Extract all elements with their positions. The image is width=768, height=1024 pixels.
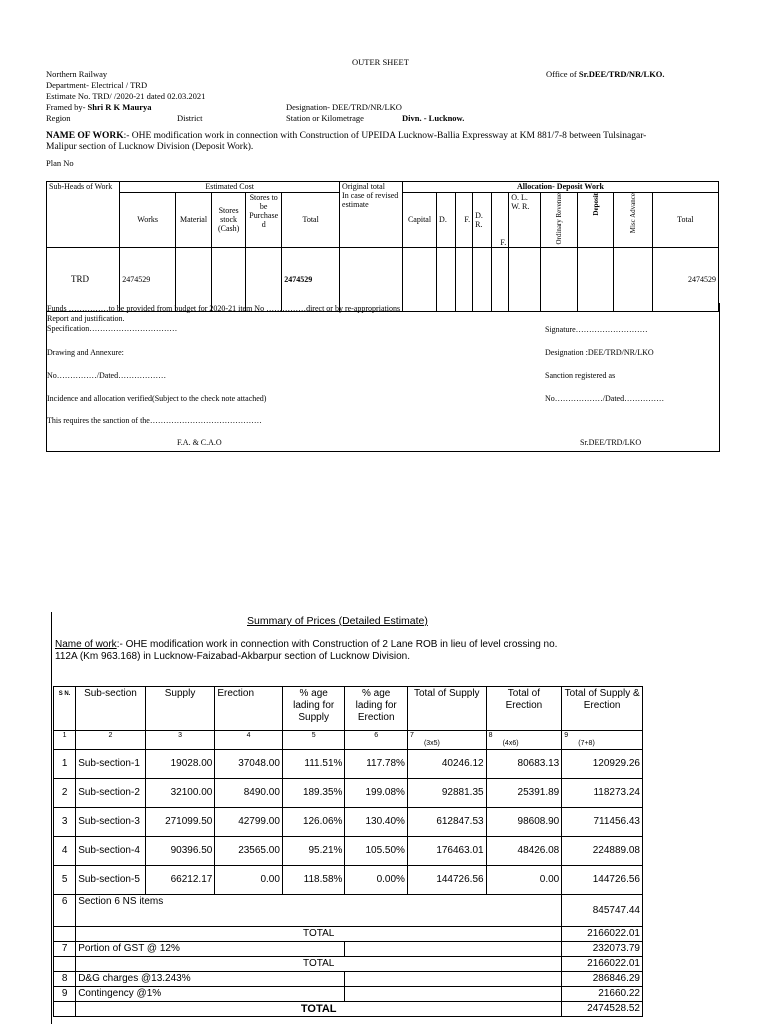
- summary-cell-pe: 130.40%: [345, 808, 408, 837]
- division: Divn. - Lucknow.: [402, 113, 465, 123]
- designation-footer: Designation :DEE/TRD/NR/LKO: [545, 348, 654, 357]
- summary-cell-tt: 120929.26: [562, 750, 643, 779]
- subheads-header: Sub-Heads of Work: [47, 182, 120, 248]
- requires-sanction: This requires the sanction of the……………………………………: [47, 416, 262, 425]
- summary-colnum-cell: [76, 731, 146, 750]
- summary-name-of-work-line2: 112A (Km 963.168) in Lucknow-Faizabad-Akbarpur section of Lucknow Division.: [55, 651, 410, 662]
- org-name: Northern Railway: [46, 69, 108, 79]
- gst-value: 232073.79: [562, 942, 643, 957]
- table-row: [54, 750, 643, 779]
- f-header: F.: [455, 193, 473, 248]
- summary-cell-name: Sub-section-5: [76, 866, 146, 895]
- row-deposit: [578, 247, 614, 311]
- summary-colsub: (3x5): [423, 740, 440, 747]
- total1-value: 2166022.01: [562, 927, 643, 942]
- summary-cell-sn: 1: [54, 750, 76, 779]
- summary-cell-erection: 8490.00: [215, 779, 283, 808]
- dr-header: D. R.: [473, 193, 492, 248]
- row-stores-stock: [212, 247, 246, 311]
- summary-header-cell: Total of Supply & Erection: [562, 687, 643, 731]
- summary-cell-sn: 4: [54, 837, 76, 866]
- summary-colnum-cell: [345, 731, 408, 750]
- summary-cell-ps: 126.06%: [282, 808, 345, 837]
- name-of-work-line2: Malipur section of Lucknow Division (Deposit Work).: [46, 142, 254, 152]
- deposit-header: [578, 193, 614, 248]
- row-f: [455, 247, 473, 311]
- summary-colsub: (7+8): [578, 740, 595, 747]
- grand-total-label: TOTAL: [76, 1002, 562, 1017]
- summary-cell-erection: 37048.00: [215, 750, 283, 779]
- table-row: [54, 866, 643, 895]
- total2-label: TOTAL: [76, 957, 562, 972]
- office-prefix: Office of: [546, 69, 577, 79]
- row-alloc-total-value: 2474529: [652, 247, 718, 311]
- table-row: [54, 808, 643, 837]
- summary-cell-tt: 144726.56: [562, 866, 643, 895]
- total2-empty: [54, 957, 76, 972]
- summary-header-cell: Total of Supply: [407, 687, 486, 731]
- contingency-label: Contingency @1%: [76, 987, 345, 1002]
- olwr-header: O. L. W. R.: [509, 193, 541, 248]
- summary-cell-supply: 90396.50: [145, 837, 215, 866]
- summary-colnum-cell: [407, 731, 486, 750]
- d-header: D.: [437, 193, 456, 248]
- row-stores-purchase: [246, 247, 282, 311]
- summary-header-cell: Supply: [145, 687, 215, 731]
- contingency-empty: [345, 987, 562, 1002]
- row-dr: [473, 247, 492, 311]
- summary-cell-te: 80683.13: [486, 750, 562, 779]
- allocation-header: Allocation- Deposit Work: [403, 182, 719, 193]
- summary-colnum: 7: [409, 732, 414, 739]
- sanction-registered: Sanction registered as: [545, 371, 616, 380]
- dg-empty: [345, 972, 562, 987]
- summary-cell-ts: 40246.12: [407, 750, 486, 779]
- summary-cell-tt: 224889.08: [562, 837, 643, 866]
- summary-colnum: 1: [62, 732, 67, 739]
- row-capital: [403, 247, 437, 311]
- summary-cell-ps: 189.35%: [282, 779, 345, 808]
- plan-no: Plan No: [46, 158, 74, 168]
- no-dated-line-2: No………………/Dated……………: [545, 394, 665, 403]
- summary-header-cell: Erection: [215, 687, 283, 731]
- estimate-no: Estimate No. TRD/ /2020-21 dated 02.03.2021: [46, 91, 206, 101]
- gst-sn: 7: [54, 942, 76, 957]
- region: Region: [46, 113, 71, 123]
- summary-cell-ps: 118.58%: [282, 866, 345, 895]
- summary-colnum: 2: [108, 732, 113, 739]
- summary-colnum-cell: [486, 731, 562, 750]
- summary-cell-tt: 118273.24: [562, 779, 643, 808]
- district: District: [177, 113, 203, 123]
- fa-cao: F.A. & C.A.O: [177, 438, 222, 447]
- summary-cell-tt: 711456.43: [562, 808, 643, 837]
- contingency-sn: 9: [54, 987, 76, 1002]
- summary-header-cell: S N.: [54, 687, 76, 731]
- contingency-value: 21660.22: [562, 987, 643, 1002]
- row-original: [340, 247, 403, 311]
- summary-header-cell: Sub-section: [76, 687, 146, 731]
- framed-by: [46, 102, 152, 112]
- summary-cell-te: 25391.89: [486, 779, 562, 808]
- dg-sn: 8: [54, 972, 76, 987]
- summary-colnum-cell: [562, 731, 643, 750]
- row-misc: [614, 247, 652, 311]
- spec-line: Specification……………………………: [47, 324, 178, 333]
- summary-colnum: 6: [374, 732, 379, 739]
- summary-cell-te: 48426.08: [486, 837, 562, 866]
- summary-header-cell: Total of Erection: [486, 687, 562, 731]
- summary-colnum-cell: [145, 731, 215, 750]
- summary-cell-pe: 117.78%: [345, 750, 408, 779]
- summary-cell-sn: 3: [54, 808, 76, 837]
- row-material: [175, 247, 211, 311]
- summary-cell-ts: 176463.01: [407, 837, 486, 866]
- row-d: [437, 247, 456, 311]
- summary-cell-ps: 95.21%: [282, 837, 345, 866]
- summary-header-cell: % age lading for Erection: [345, 687, 408, 731]
- summary-table: [53, 686, 643, 1017]
- summary-left-rule: [51, 612, 52, 1024]
- capital-header: Capital: [403, 193, 437, 248]
- total1-label: TOTAL: [76, 927, 562, 942]
- table-row: [54, 837, 643, 866]
- station: Station or Kilometrage: [286, 113, 364, 123]
- original-total-label: Original total: [342, 182, 385, 191]
- stores-purchase-header: Stores to be Purchase d: [246, 193, 282, 248]
- summary-cell-name: Sub-section-1: [76, 750, 146, 779]
- summary-colnum: 4: [246, 732, 251, 739]
- row-olwr: [509, 247, 541, 311]
- estimated-cost-header: Estimated Cost: [120, 182, 340, 193]
- no-dated-line: No……………/Dated………………: [47, 371, 167, 380]
- report-line: Report and justification.: [47, 314, 125, 323]
- summary-cell-supply: 19028.00: [145, 750, 215, 779]
- summary-header-cell: % age lading for Supply: [282, 687, 345, 731]
- row6-value: 845747.44: [562, 895, 643, 927]
- summary-cell-te: 0.00: [486, 866, 562, 895]
- row-works-value: 2474529: [120, 247, 176, 311]
- summary-colnum-cell: [282, 731, 345, 750]
- summary-cell-erection: 0.00: [215, 866, 283, 895]
- revised-estimate-label: In case of revised estimate: [342, 191, 399, 209]
- summary-cell-sn: 5: [54, 866, 76, 895]
- row-total-value: 2474529: [282, 247, 340, 311]
- summary-now-text: :- OHE modification work in connection with Construction of 2 Lane ROB in lieu of level crossing no.: [116, 639, 558, 650]
- f2-header: F.: [491, 193, 509, 248]
- framed-by-name: Shri R K Maurya: [87, 102, 152, 112]
- summary-cell-name: Sub-section-4: [76, 837, 146, 866]
- incidence-line: Incidence and allocation verified(Subject to the check note attached): [47, 394, 267, 403]
- framed-by-prefix: Framed by-: [46, 102, 86, 112]
- sr-dee-signoff: Sr.DEE/TRD/LKO: [580, 438, 642, 447]
- summary-colnum: 8: [488, 732, 493, 739]
- row-f2: [491, 247, 509, 311]
- summary-cell-ts: 92881.35: [407, 779, 486, 808]
- signature-line: Signature………………………: [545, 325, 648, 334]
- total1-empty: [54, 927, 76, 942]
- ordinary-revenue-header: [541, 193, 578, 248]
- gst-label: Portion of GST @ 12%: [76, 942, 345, 957]
- summary-cell-name: Sub-section-2: [76, 779, 146, 808]
- original-total-header: [340, 182, 403, 248]
- summary-cell-ps: 111.51%: [282, 750, 345, 779]
- department: Department- Electrical / TRD: [46, 80, 148, 90]
- row6-name: Section 6 NS items: [76, 895, 562, 927]
- summary-cell-ts: 612847.53: [407, 808, 486, 837]
- summary-cell-pe: 199.08%: [345, 779, 408, 808]
- office-name: Sr.DEE/TRD/NR/LKO.: [578, 69, 665, 79]
- outer-sheet-table: [46, 181, 719, 312]
- funds-line: Funds ……………to be provided from budget for 2020-21 item No ……………direct or by re-appropriations: [47, 304, 401, 313]
- grand-total-value: 2474528.52: [562, 1002, 643, 1017]
- gst-empty: [345, 942, 562, 957]
- dg-label: D&G charges @13.243%: [76, 972, 345, 987]
- summary-name-of-work: [55, 639, 557, 650]
- material-header: Material: [175, 193, 211, 248]
- summary-now-label: Name of work: [55, 639, 117, 650]
- summary-cell-erection: 42799.00: [215, 808, 283, 837]
- now-text: :- OHE modification work in connection with Construction of UPEIDA Lucknow-Ballia Expressway at KM 881/7-8 between Tulsinagar-: [123, 131, 647, 141]
- dg-value: 286846.29: [562, 972, 643, 987]
- summary-colnum: 5: [311, 732, 316, 739]
- works-header: Works: [120, 193, 176, 248]
- outer-sheet-title: OUTER SHEET: [352, 57, 409, 67]
- row-ordinary: [541, 247, 578, 311]
- summary-cell-erection: 23565.00: [215, 837, 283, 866]
- row6-sn: 6: [54, 895, 76, 927]
- summary-cell-te: 98608.90: [486, 808, 562, 837]
- total2-value: 2166022.01: [562, 957, 643, 972]
- row-subhead-trd: TRD: [47, 247, 120, 311]
- summary-cell-supply: 271099.50: [145, 808, 215, 837]
- alloc-total-header: Total: [652, 193, 718, 248]
- now-label: NAME OF WORK: [46, 131, 124, 141]
- total-header: Total: [282, 193, 340, 248]
- summary-cell-pe: 0.00%: [345, 866, 408, 895]
- misc-advance-label: Misc Advance: [629, 193, 638, 234]
- summary-cell-supply: 66212.17: [145, 866, 215, 895]
- name-of-work: [46, 131, 646, 141]
- summary-colsub: (4x6): [502, 740, 519, 747]
- grand-empty: [54, 1002, 76, 1017]
- summary-cell-sn: 2: [54, 779, 76, 808]
- summary-colnum-cell: [54, 731, 76, 750]
- summary-cell-supply: 32100.00: [145, 779, 215, 808]
- summary-colnum: 3: [178, 732, 182, 739]
- summary-colnum: 9: [564, 732, 569, 739]
- stores-stock-header: Stores stock (Cash): [212, 193, 246, 248]
- table-row: [54, 779, 643, 808]
- misc-advance-header: [614, 193, 652, 248]
- summary-cell-name: Sub-section-3: [76, 808, 146, 837]
- office-line: [546, 69, 665, 79]
- designation-header: Designation- DEE/TRD/NR/LKO: [286, 102, 402, 112]
- summary-colnum-cell: [215, 731, 283, 750]
- summary-title: Summary of Prices (Detailed Estimate): [247, 615, 428, 627]
- summary-cell-ts: 144726.56: [407, 866, 486, 895]
- ordinary-revenue-label: Ordinary Revenue: [555, 193, 564, 245]
- deposit-label: Deposit: [591, 193, 600, 216]
- drawing-line: Drawing and Annexure:: [47, 348, 124, 357]
- summary-cell-pe: 105.50%: [345, 837, 408, 866]
